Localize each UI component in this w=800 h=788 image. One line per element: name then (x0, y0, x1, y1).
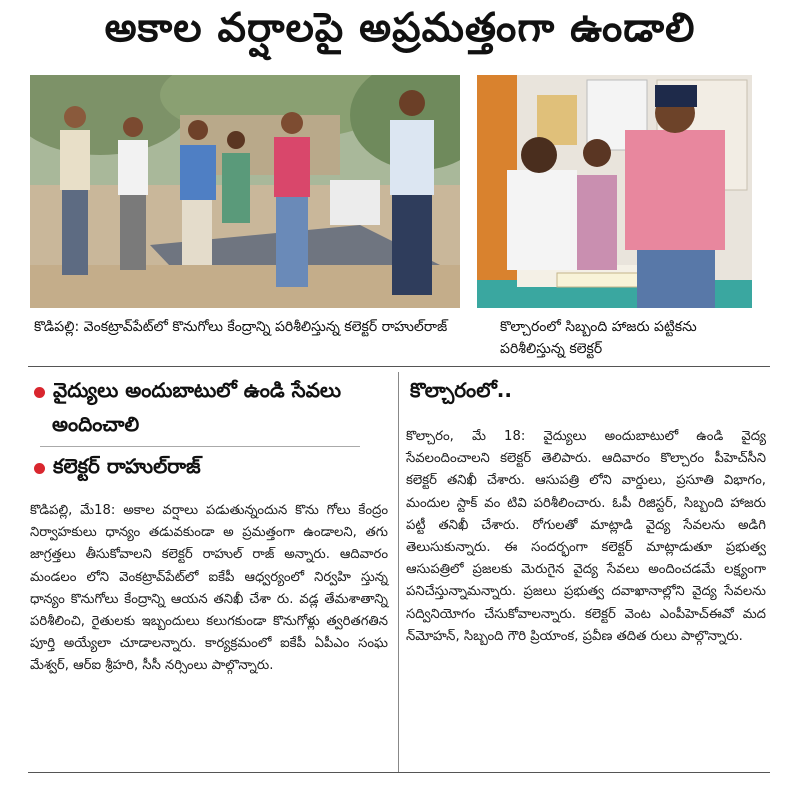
divider-bottom (28, 772, 770, 773)
photo-caption-left: కొడిపల్లి: వెంకట్రావ్‌పేట్‌లో కొనుగోలు కేంద్రాన్ని పరిశీలిస్తున్న కలెక్టర్ రాహుల్‌రాజ్ (34, 319, 448, 335)
subheading-underline (40, 446, 360, 447)
procurement-centre-photo (30, 75, 460, 308)
bullet-dot-icon (34, 463, 45, 474)
subheading-doctors-continued: అందించాలి (52, 412, 140, 436)
column-divider (398, 372, 399, 772)
subheading-doctors-text: వైద్యులు అందుబాటులో ఉండి సేవలు (53, 378, 342, 402)
subheading-collector-text: కలెక్టర్ రాహుల్‌రాజ్ (53, 454, 201, 478)
subheading-collector (34, 454, 201, 483)
bullet-dot-icon (34, 387, 45, 398)
subheading-doctors (34, 378, 341, 407)
headline: అకాల వర్షాలపై అప్రమత్తంగా ఉండాలి (104, 5, 696, 51)
story-body-left: కొడిపల్లి, మే18: అకాల వర్షాలు పడుతున్నందున కొను గోలు కేంద్రం నిర్వాహకులు ధాన్యం తడువకుండా అ ప్రమత్తంగా ఉండాలని, తగు జాగ్రత్తలు తీసుకోవాలని కలెక్టర్ రాహుల్ రాజ్ అన్నారు. ఆదివారం మండలం లోని వెంకట్రావ్‌పేట్‌లో ఐకేపీ ఆధ్వర్యంలో నిర్వహి స్తున్న ధాన్యం కొనుగోలు కేంద్రాన్ని ఆయన తనిఖీ చేశా రు. వడ్ల తేమశాతాన్ని పరిశీలించి, రైతులకు ఇబ్బందులు కలుగకుండా కొనుగోళ్లు త్వరితగతిన పూర్తి అయ్యేలా చూడాలన్నారు. కార్యక్రమంలో ఐకేపీ ఏపీఎం సంఘ మేశ్వర్, ఆర్ఐ శ్రీహరి, సీసీ నర్సింలు పాల్గొన్నారు. (30, 503, 388, 674)
story-body-right: కొల్చారం, మే 18: వైద్యులు అందుబాటులో ఉండి వైద్య సేవలందించాలని కలెక్టర్ తెలిపారు. ఆదివారం కొల్చారం పీహెచ్‌సీని కలెక్టర్ తనిఖీ చేశారు. ఆసుపత్రి లోని వార్డులు, ప్రసూతి విభాగం, మందుల స్టాక్ వం టివి పరిశీలించారు. ఓపీ రిజిస్టర్, సిబ్బంది హాజరు పట్టీ తనిఖీ చేశారు. రోగులతో మాట్లాడి వైద్య సేవలను అడిగి తెలుసుకున్నారు. ఈ సందర్భంగా కలెక్టర్ మాట్లాడుతూ ప్రభుత్వ ఆసుపత్రిలో ప్రజలకు మెరుగైన వైద్య సేవలు అందించడమే లక్ష్యంగా పనిచేస్తున్నామన్నారు. ప్రజలు ప్రభుత్వ దవాఖానాల్లోని వైద్య సేవలను సద్వినియోగం చేసుకోవాలన్నారు. కలెక్టర్ వెంట ఎంపీహెచ్‌ఈవో మద న్‌మోహన్, సిబ్బంది గౌరి ప్రియాంక, ప్రవీణ తదిత రులు పాల్గొన్నారు. (406, 429, 766, 644)
divider-top (28, 366, 770, 367)
kolcharam-heading: కొల్చారంలో.. (410, 378, 512, 402)
attendance-register-photo (477, 75, 752, 308)
photo-caption-right: కొల్చారంలో సిబ్బంది హాజరు పట్టికను పరిశీలిస్తున్న కలెక్టర్ (500, 319, 697, 357)
